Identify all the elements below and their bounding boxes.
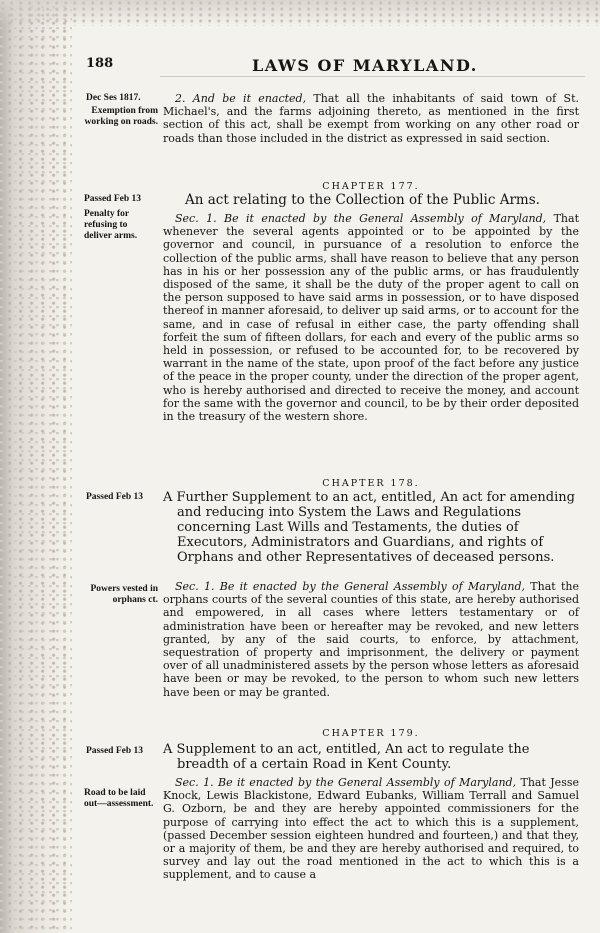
running-head: LAWS OF MARYLAND. <box>252 56 478 75</box>
chapter-179-sidenote-date: Passed Feb 13 <box>86 746 143 756</box>
section-2-body: That all the inhabitants of said town of St. Michael's, and the farms adjoining thereto, as mentioned in the first section of this act, shall be exempt from working on any other road or roads than those included in the district as expressed in said section. <box>163 92 580 145</box>
chapter-178-sidenote-topic: Powers vested in orphans ct. <box>90 584 158 605</box>
chapter-178-body: That the orphans courts of the several counties of this state, are hereby authorised and empowered, in all cases where letters testamentary or of administration have been or hereafter may be revoked, and new letters granted, by any of the said courts, to enforce, by attachment, sequestration of property and imprisonment, the delivery or payment over of all unadministered assets by the person whose letters as aforesaid have been or may be revoked, to the person to whom such new letters have been or may be granted. <box>163 580 579 699</box>
chapter-177-paragraph <box>163 212 579 423</box>
chapter-179-sidenote-topic: Road to be laid out—assessment. <box>84 788 154 809</box>
sidenote-topic-top: Exemption from working on roads. <box>84 106 158 127</box>
chapter-177-title: An act relating to the Collection of the Public Arms. <box>185 192 540 208</box>
chapter-178-sidenote-date: Passed Feb 13 <box>86 492 143 502</box>
chapter-177-label: CHAPTER 177. <box>322 181 420 192</box>
chapter-179-title: A Supplement to an act, entitled, An act to regulate the breadth of a certain Road in Kent County. <box>163 742 530 772</box>
scan-top-noise <box>0 0 600 26</box>
chapter-178-paragraph <box>163 580 579 699</box>
chapter-178-title: A Further Supplement to an act, entitled, An act for amending and reducing into System the Laws and Regulations concerning Last Wills and Testaments, the duties of Executors, Administrators and Guardians, and rights of Orphans and other Representatives of deceased persons. <box>163 490 575 565</box>
sidenote-date-top: Dec Ses 1817. <box>86 93 141 103</box>
chapter-177-sec-lead: Sec. 1. Be it enacted by the General Assembly of Maryland, <box>175 212 547 225</box>
section-2-lead: 2. And be it enacted, <box>175 92 307 105</box>
chapter-179-paragraph <box>163 776 579 882</box>
chapter-178-sec-lead: Sec. 1. Be it enacted by the General Assembly of Maryland, <box>175 580 525 593</box>
header-rule <box>160 76 585 77</box>
section-2-paragraph <box>163 92 579 145</box>
chapter-179-sec-lead: Sec. 1. Be it enacted by the General Assembly of Maryland, <box>175 776 517 789</box>
chapter-177-sidenote-date: Passed Feb 13 <box>84 194 141 204</box>
chapter-178-label: CHAPTER 178. <box>322 478 420 489</box>
chapter-177-body: That whenever the several agents appointed or to be appointed by the governor and council, in pursuance of a resolution to enforce the collection of the public arms, shall have reason to believe that any person has in his or her possession any of the public arms, or has fraudulently disposed of the same, it shall be the duty of the proper agent to call on the person supposed to have said arms in possession, or to have disposed thereof in manner aforesaid, to deliver up said arms, or to account for the same, and in case of refusal in either case, the party offending shall forfeit the sum of fifteen dollars, for each and every of the public arms so held in possession, or refused to be accounted for, to be recovered by warrant in the name of the state, upon proof of the fact before any justice of the peace in the proper county, under the direction of the proper agent, who is hereby authorised and directed to receive the money, and account for the same with the governor and council, to be by their order deposited in the treasury of the western shore. <box>163 212 579 424</box>
chapter-179-label: CHAPTER 179. <box>322 728 420 739</box>
chapter-179-body: That Jesse Knock, Lewis Blackistone, Edward Eubanks, William Terrall and Samuel G. Ozborn, be and they are hereby appointed commissioners for the purpose of carrying into effect the act to which this is a supplement, (passed December session eighteen hundred and fourteen,) and that they, or a majority of them, be and they are hereby authorised and required, to survey and lay out the road mentioned in the act to which this is a supplement, and to cause a <box>163 776 579 882</box>
chapter-177-sidenote-topic: Penalty for refusing to deliver arms. <box>84 209 138 241</box>
page-number: 188 <box>86 56 114 71</box>
scan-shadow-edge <box>0 0 72 933</box>
